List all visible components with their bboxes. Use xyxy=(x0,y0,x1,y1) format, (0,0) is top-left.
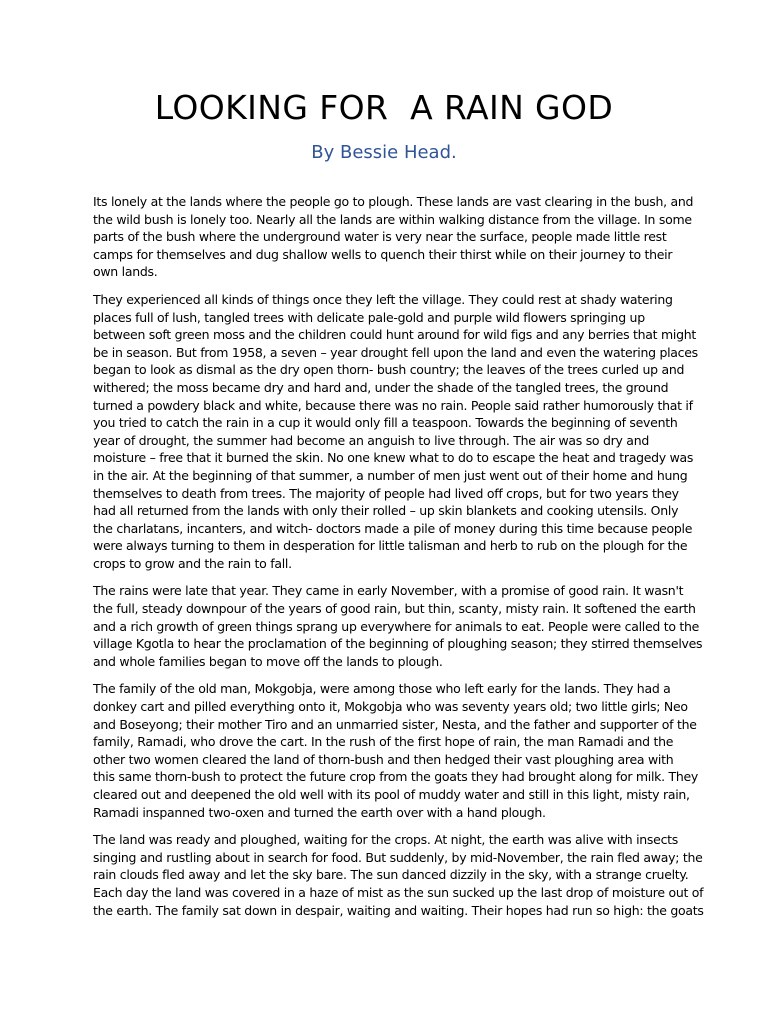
text-line: withered; the moss became dry and hard and, under the shade of the tangled trees, the ground xyxy=(93,379,669,395)
text-line: and whole families began to move off the lands to plough. xyxy=(93,653,443,669)
text-line: rain clouds fled away and let the sky bare. The sun danced dizzily in the sky, with a strange cruelty. xyxy=(93,867,689,883)
text-line: began to look as dismal as the dry open thorn- bush country; the leaves of the trees curled up and xyxy=(93,362,685,378)
text-line: and a rich growth of green things sprang up everywhere for animals to eat. People were called to the xyxy=(93,618,700,634)
text-line: the charlatans, incanters, and witch- doctors made a pile of money during this time because people xyxy=(93,520,693,536)
text-line: and Boseyong; their mother Tiro and an unmarried sister, Nesta, and the father and supporter of the xyxy=(93,716,697,732)
text-line: Ramadi inspanned two-oxen and turned the earth over with a hand plough. xyxy=(93,804,546,820)
text-line: in the air. At the beginning of that summer, a number of men just went out of their home and hung xyxy=(93,467,688,483)
text-line: camps for themselves and dug shallow wells to quench their thirst while on their journey to their xyxy=(93,246,673,262)
text-line: the full, steady downpour of the years of good rain, but thin, scanty, misty rain. It softened the earth xyxy=(93,601,696,617)
document-body xyxy=(93,193,704,929)
text-line: this same thorn-bush to protect the future crop from the goats they had brought along for milk. They xyxy=(93,769,699,785)
text-line: be in season. But from 1958, a seven – year drought fell upon the land and even the watering places xyxy=(93,344,698,360)
text-line: other two women cleared the land of thorn-bush and then hedged their vast ploughing area with xyxy=(93,751,674,767)
text-line: had all returned from the lands with only their rolled – up skin blankets and cooking utensils. Only xyxy=(93,503,679,519)
text-line: moisture – free that it burned the skin. No one knew what to do to escape the heat and tragedy was xyxy=(93,450,694,466)
paragraph xyxy=(93,582,703,670)
text-line: donkey cart and pilled everything onto it, Mokgobja who was seventy years old; two little girls; Neo xyxy=(93,699,688,715)
text-line: you tried to catch the rain in a cup it would only fill a teaspoon. Towards the beginning of seventh xyxy=(93,415,678,431)
document-title: LOOKING FOR A RAIN GOD xyxy=(154,88,614,127)
text-line: the earth. The family sat down in despair, waiting and waiting. Their hopes had run so high: the goats xyxy=(93,902,704,918)
text-line: The rains were late that year. They came in early November, with a promise of good rain. It wasn't xyxy=(93,583,684,599)
text-line: parts of the bush where the underground water is very near the surface, people made little rest xyxy=(93,229,667,245)
paragraph xyxy=(93,831,704,919)
text-line: turned a powdery black and white, because there was no rain. People said rather humorously that if xyxy=(93,397,693,413)
paragraph xyxy=(93,680,699,821)
text-line: singing and rustling about in search for food. But suddenly, by mid-November, the rain fled away; the xyxy=(93,849,703,865)
paragraph xyxy=(93,193,694,281)
text-line: The family of the old man, Mokgobja, were among those who left early for the lands. They had a xyxy=(93,681,671,697)
text-line: family, Ramadi, who drove the cart. In the rush of the first hope of rain, the man Ramadi and the xyxy=(93,734,674,750)
text-line: themselves to death from trees. The majority of people had lived off crops, but for two years they xyxy=(93,485,679,501)
text-line: were always turning to them in desperation for little talisman and herb to rub on the plough for the xyxy=(93,538,688,554)
text-line: the wild bush is lonely too. Nearly all the lands are within walking distance from the village. In some xyxy=(93,211,692,227)
text-line: village Kgotla to hear the proclamation of the beginning of ploughing season; they stirred themselves xyxy=(93,636,703,652)
text-line: The land was ready and ploughed, waiting for the crops. At night, the earth was alive with insects xyxy=(93,832,679,848)
text-line: year of drought, the summer had become an anguish to live through. The air was so dry and xyxy=(93,432,649,448)
text-line: They experienced all kinds of things once they left the village. They could rest at shady watering xyxy=(93,291,673,307)
text-line: between soft green moss and the children could hunt around for wild figs and any berries that might xyxy=(93,327,696,343)
text-line: Its lonely at the lands where the people go to plough. These lands are vast clearing in the bush, and xyxy=(93,194,694,209)
text-line: crops to grow and the rain to fall. xyxy=(93,555,292,571)
text-line: own lands. xyxy=(93,264,158,280)
text-line: Each day the land was covered in a haze of mist as the sun sucked up the last drop of moisture out of xyxy=(93,884,704,900)
text-line: cleared out and deepened the old well with its pool of muddy water and still in this light, misty rain, xyxy=(93,787,690,802)
text-line: places full of lush, tangled trees with delicate pale-gold and purple wild flowers springing up xyxy=(93,309,645,325)
author-byline: By Bessie Head. xyxy=(311,142,457,163)
paragraph xyxy=(93,291,698,573)
